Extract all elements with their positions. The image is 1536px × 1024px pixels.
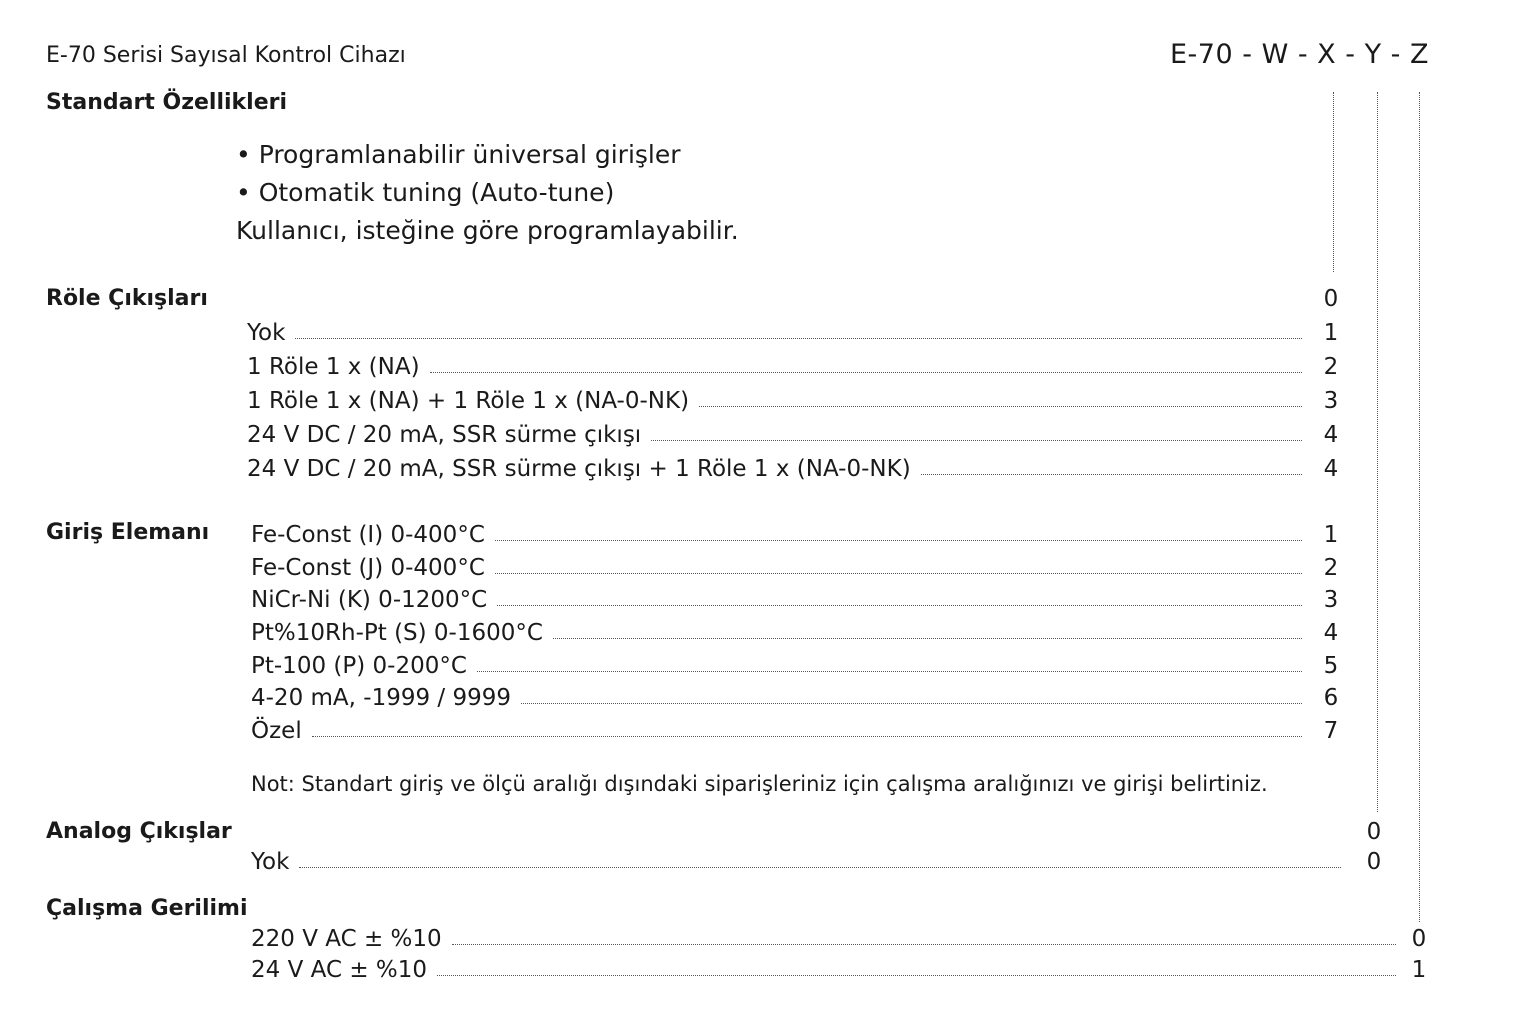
input-label: Özel — [251, 718, 302, 744]
standard-heading: Standart Özellikleri — [46, 90, 288, 115]
analog-heading: Analog Çıkışlar — [46, 819, 232, 844]
input-label: 4-20 mA, -1999 / 9999 — [251, 685, 512, 711]
relay-value: 2 — [1323, 354, 1339, 380]
order-code: E-70 - W - X - Y - Z — [1170, 39, 1429, 70]
relay-row — [247, 386, 1312, 416]
leader-dots — [477, 671, 1302, 672]
input-row — [251, 585, 1312, 615]
voltage-row — [251, 955, 1406, 985]
input-label: Fe-Const (I) 0-400°C — [251, 522, 485, 548]
input-value: 1 — [1323, 522, 1339, 548]
leader-dots — [430, 372, 1302, 373]
input-value: 2 — [1323, 555, 1339, 581]
relay-heading: Röle Çıkışları — [46, 286, 208, 311]
standard-bullet: • Otomatik tuning (Auto-tune) — [236, 178, 615, 207]
leader-dots — [299, 867, 1341, 868]
input-note: Not: Standart giriş ve ölçü aralığı dışındaki siparişleriniz için çalışma aralığınızı ve girişi belirtiniz. — [251, 772, 1268, 796]
input-label: Fe-Const (J) 0-400°C — [251, 555, 485, 581]
input-value: 3 — [1323, 587, 1339, 613]
input-label: NiCr-Ni (K) 0-1200°C — [251, 587, 488, 613]
relay-value: 3 — [1323, 388, 1339, 414]
input-row — [251, 651, 1312, 681]
analog-row — [251, 847, 1351, 877]
leader-dots — [521, 703, 1302, 704]
leader-dots — [295, 338, 1302, 339]
relay-label: 24 V DC / 20 mA, SSR sürme çıkışı — [247, 422, 642, 448]
relay-label: 24 V DC / 20 mA, SSR sürme çıkışı + 1 Röle 1 x (NA-0-NK) — [247, 456, 911, 482]
guide-line-y — [1419, 92, 1420, 922]
voltage-heading: Çalışma Gerilimi — [46, 896, 248, 921]
voltage-label: 24 V AC ± %10 — [251, 957, 428, 983]
input-row — [251, 716, 1312, 746]
relay-value: 4 — [1323, 456, 1339, 482]
input-value: 6 — [1323, 685, 1339, 711]
leader-dots — [452, 944, 1396, 945]
leader-dots — [921, 474, 1302, 475]
relay-value: 4 — [1323, 422, 1339, 448]
leader-dots — [495, 573, 1302, 574]
input-label: Pt-100 (P) 0-200°C — [251, 653, 467, 679]
leader-dots — [699, 406, 1302, 407]
input-heading: Giriş Elemanı — [46, 520, 210, 545]
input-label: Pt%10Rh-Pt (S) 0-1600°C — [251, 620, 543, 646]
input-row — [251, 553, 1312, 583]
relay-row — [247, 454, 1312, 484]
input-value: 4 — [1323, 620, 1339, 646]
relay-row — [247, 318, 1312, 348]
input-row — [251, 618, 1312, 648]
relay-label: 1 Röle 1 x (NA) — [247, 354, 420, 380]
leader-dots — [437, 975, 1396, 976]
input-value: 7 — [1323, 718, 1339, 744]
voltage-row — [251, 924, 1406, 954]
standard-text: Kullanıcı, isteğine göre programlayabilir. — [236, 216, 739, 245]
relay-label: 1 Röle 1 x (NA) + 1 Röle 1 x (NA-0-NK) — [247, 388, 690, 414]
relay-value: 1 — [1323, 320, 1339, 346]
relay-label: Yok — [247, 320, 286, 346]
leader-dots — [312, 736, 1302, 737]
leader-dots — [497, 605, 1302, 606]
guide-line-x — [1377, 92, 1378, 812]
voltage-value: 1 — [1411, 957, 1427, 983]
voltage-label: 220 V AC ± %10 — [251, 926, 442, 952]
standard-bullet: • Programlanabilir üniversal girişler — [236, 140, 681, 169]
voltage-value: 0 — [1411, 926, 1427, 952]
input-row — [251, 683, 1312, 713]
analog-value: 0 — [1366, 849, 1382, 875]
relay-heading-value: 0 — [1323, 286, 1339, 312]
analog-label: Yok — [251, 849, 290, 875]
relay-row — [247, 352, 1312, 382]
leader-dots — [651, 440, 1302, 441]
input-value: 5 — [1323, 653, 1339, 679]
relay-row — [247, 420, 1312, 450]
document-title: E-70 Serisi Sayısal Kontrol Cihazı — [46, 43, 406, 68]
input-row — [251, 520, 1312, 550]
leader-dots — [495, 540, 1302, 541]
analog-heading-value: 0 — [1366, 819, 1382, 845]
leader-dots — [553, 638, 1302, 639]
guide-line-w — [1333, 92, 1334, 272]
